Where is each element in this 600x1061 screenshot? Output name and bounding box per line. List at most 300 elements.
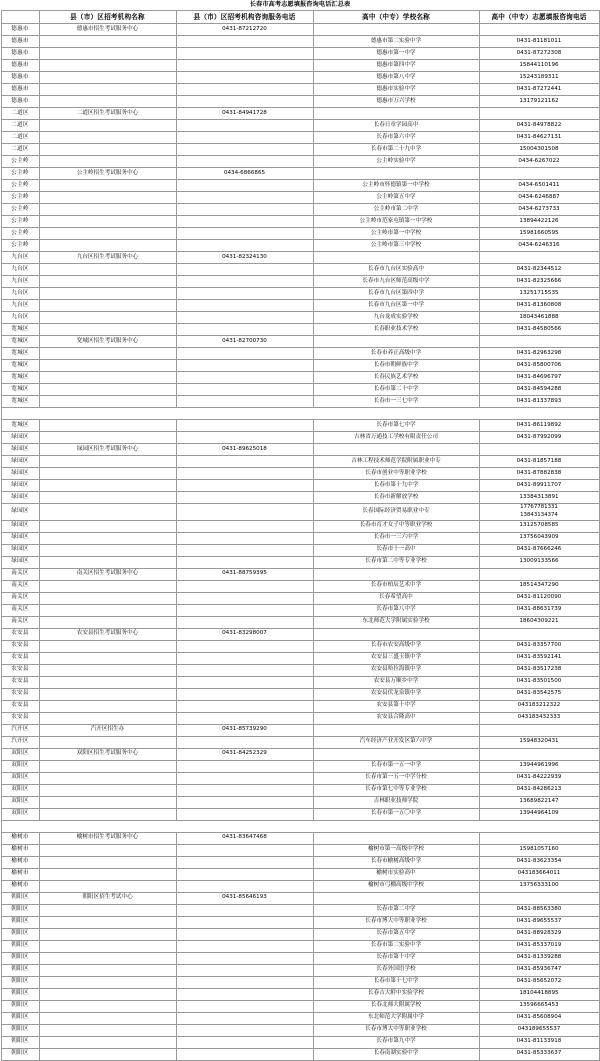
table-row — [1, 736, 599, 748]
cell-agency-name — [39, 952, 176, 964]
cell-school-phone — [479, 748, 599, 760]
cell-school-phone: 0431-84978822 — [479, 120, 599, 132]
table-header-row — [1, 11, 599, 24]
cell-agency-phone — [176, 360, 313, 372]
cell-agency-name — [39, 1000, 176, 1012]
cell-school-phone — [479, 628, 599, 640]
table-row — [1, 156, 599, 168]
cell-school-phone: 0434-6246887 — [479, 192, 599, 204]
cell-region: 朝阳区 — [1, 1048, 39, 1060]
cell-agency-phone — [176, 120, 313, 132]
cell-school-phone: 0431-84222939 — [479, 772, 599, 784]
column-header-school-phone: 高中（中专）志愿填报咨询电话 — [479, 11, 599, 24]
cell-agency-name — [39, 556, 176, 568]
cell-agency-name — [39, 784, 176, 796]
cell-school-phone: 0431-83592141 — [479, 652, 599, 664]
cell-region: 九台区 — [1, 300, 39, 312]
cell-school-name: 长春市第十九中学 — [313, 480, 479, 492]
cell-school-name — [313, 336, 479, 348]
cell-agency-phone — [176, 688, 313, 700]
cell-agency-name: 公主岭招生考试服务中心 — [39, 168, 176, 180]
cell-agency-phone: 0431-83298007 — [176, 628, 313, 640]
cell-agency-name — [39, 288, 176, 300]
cell-school-name: 长春市第十七中学 — [313, 976, 479, 988]
cell-agency-name — [39, 772, 176, 784]
cell-agency-phone — [176, 480, 313, 492]
cell-region: 绿园区 — [1, 520, 39, 532]
cell-region: 公主岭 — [1, 168, 39, 180]
cell-agency-phone — [176, 420, 313, 432]
cell-region: 德惠市 — [1, 84, 39, 96]
cell-agency-phone — [176, 324, 313, 336]
cell-school-phone: 0434-6267022 — [479, 156, 599, 168]
table-row — [1, 724, 599, 736]
cell-agency-phone — [176, 736, 313, 748]
cell-school-name: 农安县三盛玉镇中学 — [313, 652, 479, 664]
cell-school-phone: 13251715535 — [479, 288, 599, 300]
cell-agency-name — [39, 372, 176, 384]
cell-agency-phone: 0431-85739290 — [176, 724, 313, 736]
cell-agency-phone: 0431-82700730 — [176, 336, 313, 348]
table-row — [1, 904, 599, 916]
cell-agency-phone — [176, 1000, 313, 1012]
cell-school-phone: 0431-83623354 — [479, 856, 599, 868]
cell-agency-phone — [176, 492, 313, 504]
cell-agency-phone — [176, 204, 313, 216]
cell-agency-phone — [176, 504, 313, 521]
cell-school-phone: 13179121162 — [479, 96, 599, 108]
cell-agency-name — [39, 300, 176, 312]
cell-school-phone — [479, 724, 599, 736]
cell-region: 农安县 — [1, 652, 39, 664]
cell-school-phone: 18604309221 — [479, 616, 599, 628]
cell-agency-name — [39, 1048, 176, 1060]
cell-agency-name — [39, 348, 176, 360]
cell-agency-name — [39, 916, 176, 928]
cell-school-name: 长春市柏辰艺术中学 — [313, 580, 479, 592]
cell-agency-phone — [176, 144, 313, 156]
table-row — [1, 1000, 599, 1012]
table-row — [1, 928, 599, 940]
cell-agency-phone — [176, 760, 313, 772]
cell-agency-name — [39, 60, 176, 72]
cell-agency-name — [39, 468, 176, 480]
cell-agency-phone — [176, 556, 313, 568]
cell-school-phone: 0431-84627131 — [479, 132, 599, 144]
cell-agency-phone — [176, 36, 313, 48]
cell-region: 双阳区 — [1, 784, 39, 796]
cell-agency-phone — [176, 312, 313, 324]
cell-region: 德惠市 — [1, 24, 39, 36]
cell-school-phone: 0431-81181011 — [479, 36, 599, 48]
cell-school-phone: 0434-6501411 — [479, 180, 599, 192]
cell-region: 绿园区 — [1, 444, 39, 456]
cell-agency-name — [39, 180, 176, 192]
cell-school-phone: 0431-81133918 — [479, 1036, 599, 1048]
cell-school-phone: 0431-87666246 — [479, 544, 599, 556]
cell-region: 汽开区 — [1, 736, 39, 748]
table-row — [1, 868, 599, 880]
cell-school-name: 榆树市弓棚高级中学校 — [313, 880, 479, 892]
table-row — [1, 96, 599, 108]
cell-school-name: 吉林职业技师学院 — [313, 796, 479, 808]
cell-school-name: 农安县万顺乡中学 — [313, 676, 479, 688]
cell-school-phone: 0431-85652072 — [479, 976, 599, 988]
table-row — [1, 36, 599, 48]
cell-school-phone: 13596665453 — [479, 1000, 599, 1012]
cell-school-name: 长春市育才女子中等职业学校 — [313, 520, 479, 532]
cell-region: 绿园区 — [1, 532, 39, 544]
cell-agency-name — [39, 592, 176, 604]
cell-agency-name — [39, 736, 176, 748]
table-row — [1, 988, 599, 1000]
cell-agency-name — [39, 676, 176, 688]
cell-school-phone: 0431-85936747 — [479, 964, 599, 976]
cell-agency-name — [39, 204, 176, 216]
table-row — [1, 520, 599, 532]
cell-school-name — [313, 568, 479, 580]
cell-agency-name — [39, 664, 176, 676]
cell-region: 公主岭 — [1, 180, 39, 192]
cell-agency-name — [39, 264, 176, 276]
cell-school-phone: 0431-84594288 — [479, 384, 599, 396]
group-separator-cell — [1, 820, 599, 832]
table-row — [1, 1024, 599, 1036]
cell-agency-name — [39, 84, 176, 96]
cell-region: 南关区 — [1, 604, 39, 616]
cell-school-name: 长春市农安高级中学 — [313, 640, 479, 652]
table-row — [1, 1048, 599, 1060]
cell-school-name: 吉林省万通技工学校有限责任公司 — [313, 432, 479, 444]
cell-school-name: 公主岭市范家屯镇第一中学校 — [313, 216, 479, 228]
cell-school-phone: 0431-86119892 — [479, 420, 599, 432]
cell-school-name — [313, 724, 479, 736]
cell-school-name: 长春市第十中学 — [313, 952, 479, 964]
column-header-agency-phone: 县（市）区招考机构咨询服务电话 — [176, 11, 313, 24]
table-row — [1, 360, 599, 372]
table-row — [1, 616, 599, 628]
cell-agency-name: 绿园区招生考试服务中心 — [39, 444, 176, 456]
table-row — [1, 420, 599, 432]
cell-agency-phone — [176, 1024, 313, 1036]
cell-agency-phone — [176, 60, 313, 72]
cell-agency-name — [39, 216, 176, 228]
table-row — [1, 544, 599, 556]
table-row — [1, 772, 599, 784]
cell-school-phone: 13009133566 — [479, 556, 599, 568]
cell-agency-name — [39, 520, 176, 532]
page-title: 长春市高考志愿填报咨询电话汇总表 — [249, 1, 351, 8]
cell-region: 朝阳区 — [1, 928, 39, 940]
cell-agency-name — [39, 1024, 176, 1036]
cell-agency-name — [39, 940, 176, 952]
cell-school-name: 长春南湖实验中学 — [313, 1048, 479, 1060]
cell-agency-name — [39, 240, 176, 252]
cell-agency-phone — [176, 988, 313, 1000]
cell-school-phone: 15844110196 — [479, 60, 599, 72]
cell-agency-phone: 0431-88759395 — [176, 568, 313, 580]
cell-agency-phone — [176, 868, 313, 880]
cell-school-phone: 13944961996 — [479, 760, 599, 772]
table-row — [1, 832, 599, 844]
cell-agency-phone: 0431-85646193 — [176, 892, 313, 904]
table-row — [1, 312, 599, 324]
cell-school-phone: 15981057160 — [479, 844, 599, 856]
cell-school-phone: 0431-84696797 — [479, 372, 599, 384]
cell-agency-phone — [176, 300, 313, 312]
cell-region: 九台区 — [1, 252, 39, 264]
table-row — [1, 940, 599, 952]
cell-agency-phone — [176, 952, 313, 964]
table-row — [1, 468, 599, 480]
cell-region: 德惠市 — [1, 60, 39, 72]
cell-agency-phone — [176, 48, 313, 60]
cell-school-phone: 0431-81337893 — [479, 396, 599, 408]
phone-directory-table — [1, 10, 600, 1061]
cell-school-name: 德惠市第二实验中学 — [313, 36, 479, 48]
cell-school-phone — [479, 252, 599, 264]
cell-region: 南关区 — [1, 592, 39, 604]
cell-school-phone: 0431-83357700 — [479, 640, 599, 652]
cell-region: 宽城区 — [1, 324, 39, 336]
cell-agency-name — [39, 384, 176, 396]
cell-agency-name — [39, 192, 176, 204]
cell-agency-name — [39, 504, 176, 521]
cell-agency-name — [39, 856, 176, 868]
table-row — [1, 480, 599, 492]
cell-school-phone: 13756043909 — [479, 532, 599, 544]
cell-school-phone: 0431-84580566 — [479, 324, 599, 336]
cell-school-phone: 0431-87272308 — [479, 48, 599, 60]
cell-agency-phone — [176, 796, 313, 808]
cell-region: 南关区 — [1, 616, 39, 628]
cell-agency-phone — [176, 676, 313, 688]
cell-school-phone: 15948320431 — [479, 736, 599, 748]
cell-school-name: 农安县伏龙泉镇中学 — [313, 688, 479, 700]
cell-school-phone: 043183212322 — [479, 700, 599, 712]
cell-region: 宽城区 — [1, 420, 39, 432]
cell-school-name: 长春市创业中等职业学校 — [313, 468, 479, 480]
cell-agency-name — [39, 276, 176, 288]
table-row — [1, 192, 599, 204]
cell-school-name: 德惠市实验中学 — [313, 84, 479, 96]
cell-agency-name — [39, 976, 176, 988]
cell-agency-name — [39, 228, 176, 240]
cell-school-name: 长春市第二十九中学 — [313, 144, 479, 156]
cell-region: 榆树市 — [1, 880, 39, 892]
table-row — [1, 796, 599, 808]
cell-agency-name: 汽开区招生办 — [39, 724, 176, 736]
cell-school-phone — [479, 108, 599, 120]
table-row — [1, 216, 599, 228]
cell-region: 双阳区 — [1, 808, 39, 820]
cell-school-name — [313, 168, 479, 180]
cell-region: 双阳区 — [1, 748, 39, 760]
table-row — [1, 348, 599, 360]
table-group-separator — [1, 408, 599, 420]
cell-school-phone — [479, 168, 599, 180]
cell-region: 绿园区 — [1, 480, 39, 492]
cell-school-name: 长春市博大中等职业学校 — [313, 1024, 479, 1036]
cell-region: 朝阳区 — [1, 892, 39, 904]
cell-school-phone: 0431-81360808 — [479, 300, 599, 312]
cell-agency-name — [39, 360, 176, 372]
cell-agency-name — [39, 312, 176, 324]
cell-region: 朝阳区 — [1, 940, 39, 952]
cell-school-name: 长春民族艺术学校 — [313, 372, 479, 384]
table-row — [1, 396, 599, 408]
cell-school-name: 公主岭市第三中学校 — [313, 240, 479, 252]
cell-agency-name — [39, 324, 176, 336]
cell-school-phone: 043183432333 — [479, 712, 599, 724]
cell-agency-name — [39, 480, 176, 492]
cell-agency-name — [39, 1036, 176, 1048]
cell-region: 朝阳区 — [1, 904, 39, 916]
cell-agency-phone — [176, 276, 313, 288]
cell-school-name: 公主岭市第二中学 — [313, 204, 479, 216]
cell-school-phone: 15004301508 — [479, 144, 599, 156]
cell-agency-phone — [176, 132, 313, 144]
cell-agency-phone — [176, 432, 313, 444]
cell-agency-phone — [176, 784, 313, 796]
cell-agency-name — [39, 844, 176, 856]
cell-region: 农安县 — [1, 712, 39, 724]
cell-school-name: 东北师范大学附属中学 — [313, 1012, 479, 1024]
cell-region: 公主岭 — [1, 240, 39, 252]
cell-agency-name — [39, 796, 176, 808]
cell-agency-name — [39, 868, 176, 880]
cell-school-name — [313, 444, 479, 456]
cell-school-phone: 0431-88928329 — [479, 928, 599, 940]
cell-school-name: 长春吉大附中实验学校 — [313, 988, 479, 1000]
cell-agency-name: 朝阳区招生考试中心 — [39, 892, 176, 904]
cell-region: 南关区 — [1, 580, 39, 592]
cell-school-name: 长春市九台区实验高中 — [313, 264, 479, 276]
cell-region: 绿园区 — [1, 504, 39, 521]
table-row — [1, 432, 599, 444]
cell-agency-name — [39, 616, 176, 628]
cell-school-name: 德惠市第四中学 — [313, 60, 479, 72]
cell-school-phone — [479, 832, 599, 844]
cell-school-phone: 0431-89911707 — [479, 480, 599, 492]
cell-school-phone: 0434-6273733 — [479, 204, 599, 216]
cell-school-name: 长春市九台区第四中学 — [313, 288, 479, 300]
cell-school-name: 长春市博大中等职业学校 — [313, 916, 479, 928]
cell-school-name: 长春市新解放学校 — [313, 492, 479, 504]
table-row — [1, 976, 599, 988]
cell-agency-phone — [176, 592, 313, 604]
cell-agency-phone — [176, 1036, 313, 1048]
cell-school-phone — [479, 24, 599, 36]
cell-agency-name — [39, 492, 176, 504]
cell-region: 朝阳区 — [1, 988, 39, 1000]
cell-school-phone: 13689822147 — [479, 796, 599, 808]
cell-region: 德惠市 — [1, 72, 39, 84]
cell-agency-name: 二道区招生考试服务中心 — [39, 108, 176, 120]
cell-agency-phone — [176, 240, 313, 252]
cell-agency-phone — [176, 700, 313, 712]
cell-school-name: 公主岭市第一中学校 — [313, 228, 479, 240]
cell-region: 二道区 — [1, 120, 39, 132]
cell-agency-phone — [176, 216, 313, 228]
cell-school-phone: 18043461888 — [479, 312, 599, 324]
cell-agency-phone — [176, 396, 313, 408]
cell-agency-name — [39, 964, 176, 976]
cell-agency-name — [39, 456, 176, 468]
cell-school-name: 吉林工程技术师范学院附属职业中专 — [313, 456, 479, 468]
cell-region: 绿园区 — [1, 544, 39, 556]
cell-school-phone: 0431-83517238 — [479, 664, 599, 676]
table-row — [1, 252, 599, 264]
table-row — [1, 700, 599, 712]
cell-school-phone: 043183664011 — [479, 868, 599, 880]
cell-school-name: 东北师范大学附属实验学校 — [313, 616, 479, 628]
cell-school-phone: 0431-83501500 — [479, 676, 599, 688]
cell-school-phone: 0431-85800706 — [479, 360, 599, 372]
cell-region: 绿园区 — [1, 556, 39, 568]
cell-school-phone: 0431-82325666 — [479, 276, 599, 288]
cell-agency-phone — [176, 456, 313, 468]
cell-school-name — [313, 628, 479, 640]
cell-school-phone: 0431-82344512 — [479, 264, 599, 276]
cell-agency-phone — [176, 96, 313, 108]
table-row — [1, 168, 599, 180]
cell-school-phone: 0431-88563380 — [479, 904, 599, 916]
column-header-agency-name: 县（市）区招考机构名称 — [39, 11, 176, 24]
cell-school-phone: 18104418895 — [479, 988, 599, 1000]
cell-school-phone — [479, 336, 599, 348]
cell-school-name — [313, 108, 479, 120]
cell-agency-phone — [176, 264, 313, 276]
cell-agency-phone: 0434-6866865 — [176, 168, 313, 180]
cell-school-name: 榆树市实验高中 — [313, 868, 479, 880]
cell-region: 公主岭 — [1, 216, 39, 228]
cell-school-name: 长春希望高中 — [313, 592, 479, 604]
table-row — [1, 300, 599, 312]
table-row — [1, 1012, 599, 1024]
cell-school-name: 长春职业技术学校 — [313, 324, 479, 336]
cell-school-name: 九台龙成实验学校 — [313, 312, 479, 324]
cell-region: 公主岭 — [1, 156, 39, 168]
table-row — [1, 880, 599, 892]
cell-region: 朝阳区 — [1, 1036, 39, 1048]
cell-school-phone: 15243189311 — [479, 72, 599, 84]
cell-region: 二道区 — [1, 132, 39, 144]
cell-school-phone: 0431-88631739 — [479, 604, 599, 616]
cell-agency-phone — [176, 664, 313, 676]
cell-agency-name — [39, 688, 176, 700]
cell-agency-name — [39, 652, 176, 664]
cell-school-name: 长春市第二十中学 — [313, 384, 479, 396]
table-row — [1, 688, 599, 700]
table-group-separator — [1, 820, 599, 832]
cell-region: 九台区 — [1, 264, 39, 276]
cell-school-name: 汽车经济产业开发区第六中学 — [313, 736, 479, 748]
cell-agency-phone — [176, 84, 313, 96]
cell-school-phone: 0431-85608904 — [479, 1012, 599, 1024]
cell-agency-phone — [176, 180, 313, 192]
table-row — [1, 676, 599, 688]
cell-region: 绿园区 — [1, 468, 39, 480]
cell-school-name: 长春市第一五一中学 — [313, 760, 479, 772]
table-row — [1, 60, 599, 72]
cell-school-name: 长春市榆树高级中学 — [313, 856, 479, 868]
column-header-region — [1, 11, 39, 24]
cell-agency-phone — [176, 348, 313, 360]
cell-agency-name — [39, 544, 176, 556]
cell-agency-phone — [176, 940, 313, 952]
cell-agency-phone: 0431-82324130 — [176, 252, 313, 264]
